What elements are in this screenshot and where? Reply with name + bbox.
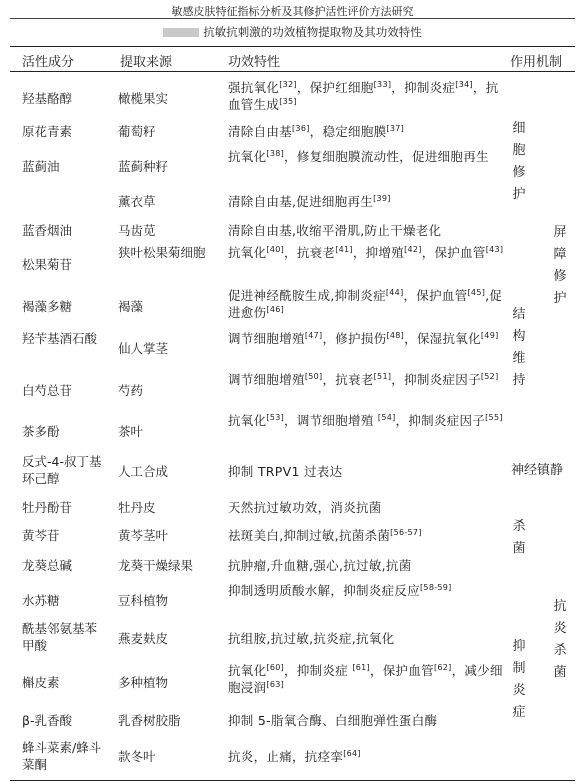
caption-text: 抗敏抗刺激的功效植物提取物及其功效特性 bbox=[203, 25, 422, 39]
source-cell: 薰衣草 bbox=[118, 194, 156, 209]
table-header-rule bbox=[10, 71, 575, 72]
effect-cell: 抑制 TRPV1 过表达 bbox=[228, 464, 343, 479]
source-cell: 仙人掌茎 bbox=[118, 341, 169, 356]
source-cell: 人工合成 bbox=[118, 464, 169, 479]
source-cell: 茶叶 bbox=[118, 424, 144, 439]
table-bottom-rule bbox=[10, 780, 575, 781]
source-cell: 乳香树胶脂 bbox=[118, 713, 181, 728]
source-cell: 芍药 bbox=[118, 383, 144, 398]
ingredient-cell: 蜂斗菜素/蜂斗菜酮 bbox=[22, 740, 102, 772]
ingredient-cell: 槲皮素 bbox=[22, 675, 60, 690]
ingredient-cell: 牡丹酚苷 bbox=[22, 500, 73, 515]
source-cell: 橄榄果实 bbox=[118, 91, 169, 106]
mechanism-anti-inflammation: 抑制炎症 bbox=[512, 639, 526, 720]
ingredient-cell: β-乳香酸 bbox=[22, 713, 72, 728]
header-mechanism: 作用机制 bbox=[510, 55, 563, 70]
ingredient-cell: 松果菊苷 bbox=[22, 257, 73, 272]
ingredient-cell: 茶多酚 bbox=[22, 424, 60, 439]
effect-cell: 抗氧化[40]，抗衰老[41]，抑增殖[42]，保护血管[43] bbox=[228, 244, 504, 260]
effect-cell: 天然抗过敏功效，消炎抗菌 bbox=[228, 500, 382, 515]
caption-redaction bbox=[163, 28, 199, 37]
ingredient-cell: 反式-4-叔丁基环己醇 bbox=[22, 454, 102, 486]
source-cell: 燕麦麸皮 bbox=[118, 631, 169, 646]
mechanism-antibacterial: 杀菌 bbox=[512, 519, 526, 556]
ingredient-cell: 黄芩苷 bbox=[22, 528, 60, 543]
ingredient-cell: 蓝香烟油 bbox=[22, 223, 73, 238]
ingredient-cell: 蓝蓟油 bbox=[22, 159, 60, 174]
effect-cell: 强抗氧化[32]，保护红细胞[33]，抑制炎症[34]，抗血管生成[35] bbox=[228, 79, 499, 112]
effect-cell: 抗组胺,抗过敏,抗炎症,抗氧化 bbox=[228, 631, 395, 646]
source-cell: 牡丹皮 bbox=[118, 500, 156, 515]
mechanism-neuro: 神经镇静 bbox=[511, 463, 564, 478]
source-cell: 马齿苋 bbox=[118, 223, 156, 238]
header-ingredient: 活性成分 bbox=[22, 55, 75, 70]
mechanism-cell-repair: 细胞修护 bbox=[512, 121, 526, 202]
effect-cell: 抗肿瘤,升血糖,强心,抗过敏,抗菌 bbox=[228, 558, 412, 573]
source-cell: 黄芩茎叶 bbox=[118, 528, 169, 543]
source-cell: 蓝蓟种籽 bbox=[118, 159, 169, 174]
table-caption bbox=[0, 24, 585, 40]
effect-cell: 抗炎，止痛，抗痉挛[64] bbox=[228, 748, 361, 764]
effect-cell: 清除自由基,促进细胞再生[39] bbox=[228, 193, 391, 209]
ingredient-cell: 龙葵总碱 bbox=[22, 558, 73, 573]
effect-cell: 促进神经酰胺生成,抑制炎症[44]，保护血管[45],促进愈伤[46] bbox=[228, 287, 503, 320]
ingredient-cell: 羟苄基酒石酸 bbox=[22, 331, 98, 346]
effect-cell: 抗氧化[53]，调节细胞增殖 [54]，抑制炎症因子[55] bbox=[228, 412, 503, 428]
ingredient-cell: 白芍总苷 bbox=[22, 383, 73, 398]
effect-cell: 调节细胞增殖[50]，抗衰老[51]，抑制炎症因子[52] bbox=[228, 371, 499, 387]
ingredient-cell: 羟基酪醇 bbox=[22, 91, 73, 106]
header-effect: 功效特性 bbox=[228, 55, 281, 70]
source-cell: 狭叶松果菊细胞 bbox=[118, 245, 206, 260]
ingredient-cell: 褐藻多糖 bbox=[22, 299, 73, 314]
effect-cell: 清除自由基,收缩平滑肌,防止干燥老化 bbox=[228, 223, 442, 238]
source-cell: 多种植物 bbox=[118, 675, 169, 690]
ingredient-cell: 酰基邻氨基苯甲酸 bbox=[22, 621, 98, 653]
effect-cell: 祛斑美白,抑制过敏,抗菌杀菌[56-57] bbox=[228, 527, 422, 543]
source-cell: 葡萄籽 bbox=[118, 124, 156, 139]
source-cell: 龙葵干燥绿果 bbox=[118, 558, 194, 573]
source-cell: 豆科植物 bbox=[118, 593, 169, 608]
effect-cell: 抗氧化[38]，修复细胞膜流动性，促进细胞再生 bbox=[228, 148, 489, 164]
effect-cell: 清除自由基[36]，稳定细胞膜[37] bbox=[228, 123, 405, 139]
source-cell: 褐藻 bbox=[118, 299, 144, 314]
effect-cell: 调节细胞增殖[47]，修护损伤[48]，保湿抗氧化[49] bbox=[228, 330, 499, 346]
ingredient-cell: 原花青素 bbox=[22, 124, 73, 139]
running-header: 敏感皮肤特征指标分析及其修护活性评价方法研究 bbox=[171, 5, 414, 18]
ingredient-cell: 水苏糖 bbox=[22, 593, 60, 608]
source-cell: 款冬叶 bbox=[118, 749, 156, 764]
header-rule bbox=[10, 18, 575, 19]
header-source: 提取来源 bbox=[120, 55, 173, 70]
effect-cell: 抗氧化[60]，抑制炎症 [61]，保护血管[62]，减少细胞浸润[63] bbox=[228, 662, 503, 695]
mechanism-structure: 结构维持 bbox=[512, 307, 526, 388]
effect-cell: 抑制透明质酸水解，抑制炎症反应[58-59] bbox=[228, 582, 452, 598]
mechanism-barrier: 屏障修护 bbox=[553, 225, 567, 306]
effect-cell: 抑制 5-脂氧合酶、白细胞弹性蛋白酶 bbox=[228, 713, 438, 728]
mechanism-anti-inflammatory-antibacterial: 抗炎杀菌 bbox=[553, 599, 567, 680]
table-top-rule bbox=[10, 46, 575, 47]
